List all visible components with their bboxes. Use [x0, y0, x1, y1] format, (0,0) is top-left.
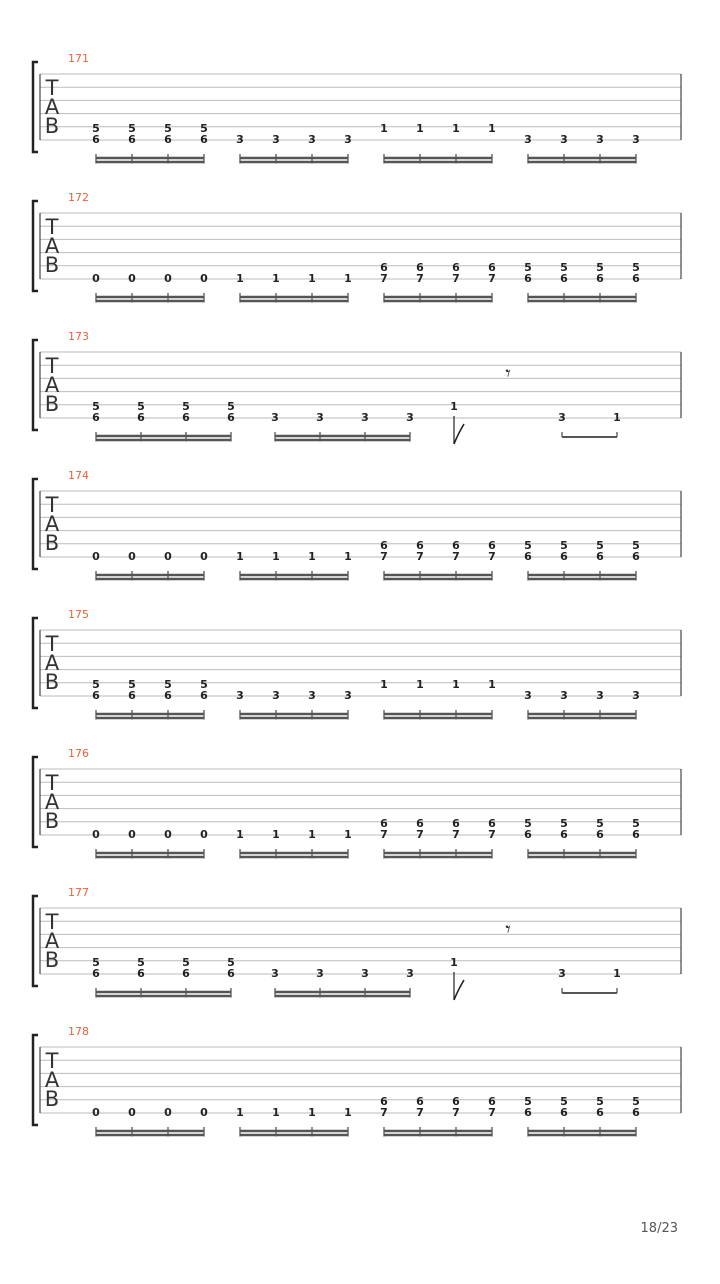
fret-number: 1: [308, 550, 316, 563]
fret-number: 1: [344, 272, 352, 285]
fret-number: 5: [92, 400, 100, 413]
fret-number: 1: [416, 678, 424, 691]
fret-number: 1: [450, 400, 458, 413]
fret-number: 5: [596, 817, 604, 830]
fret-number: 6: [488, 261, 496, 274]
fret-number: 7: [452, 550, 460, 563]
fret-number: 1: [272, 272, 280, 285]
fret-number: 5: [524, 261, 532, 274]
fret-number: 6: [416, 817, 424, 830]
fret-number: 1: [613, 967, 621, 980]
fret-number: 6: [560, 828, 568, 841]
tab-clef-a: A: [44, 373, 60, 397]
fret-number: 3: [632, 133, 640, 146]
tab-clef-t: T: [45, 910, 59, 934]
tab-clef-t: T: [45, 771, 59, 795]
fret-number: 6: [128, 689, 136, 702]
fret-number: 5: [560, 817, 568, 830]
fret-number: 6: [227, 967, 235, 980]
fret-number: 1: [236, 272, 244, 285]
fret-number: 6: [560, 272, 568, 285]
fret-number: 6: [128, 133, 136, 146]
fret-number: 5: [560, 539, 568, 552]
fret-number: 6: [380, 539, 388, 552]
measure-number: 176: [68, 747, 89, 760]
fret-number: 6: [596, 1106, 604, 1119]
tab-clef-b: B: [44, 1087, 60, 1111]
fret-number: 5: [92, 122, 100, 135]
fret-number: 6: [524, 272, 532, 285]
fret-number: 1: [344, 1106, 352, 1119]
system-bracket: [33, 757, 38, 847]
fret-number: 5: [128, 678, 136, 691]
fret-number: 5: [227, 956, 235, 969]
fret-number: 6: [416, 261, 424, 274]
fret-number: 6: [488, 539, 496, 552]
fret-number: 3: [632, 689, 640, 702]
fret-number: 5: [560, 261, 568, 274]
fret-number: 6: [416, 539, 424, 552]
fret-number: 5: [92, 678, 100, 691]
tab-clef-a: A: [44, 651, 60, 675]
fret-number: 1: [416, 122, 424, 135]
fret-number: 6: [452, 1095, 460, 1108]
note-flag: [454, 980, 464, 1000]
fret-number: 7: [416, 828, 424, 841]
fret-number: 3: [344, 133, 352, 146]
fret-number: 1: [344, 550, 352, 563]
fret-number: 0: [128, 1106, 136, 1119]
tab-clef-b: B: [44, 809, 60, 833]
fret-number: 1: [344, 828, 352, 841]
fret-number: 6: [137, 967, 145, 980]
fret-number: 5: [182, 400, 190, 413]
fret-number: 6: [452, 261, 460, 274]
fret-number: 6: [632, 828, 640, 841]
fret-number: 0: [200, 550, 208, 563]
fret-number: 0: [92, 828, 100, 841]
fret-number: 5: [128, 122, 136, 135]
fret-number: 3: [361, 967, 369, 980]
fret-number: 6: [182, 411, 190, 424]
tab-clef-t: T: [45, 354, 59, 378]
fret-number: 6: [452, 817, 460, 830]
fret-number: 6: [137, 411, 145, 424]
fret-number: 6: [596, 550, 604, 563]
fret-number: 3: [344, 689, 352, 702]
eighth-rest: 𝄾: [505, 361, 511, 385]
fret-number: 5: [596, 539, 604, 552]
fret-number: 5: [227, 400, 235, 413]
fret-number: 7: [488, 272, 496, 285]
fret-number: 5: [92, 956, 100, 969]
fret-number: 3: [272, 133, 280, 146]
fret-number: 6: [632, 272, 640, 285]
fret-number: 0: [128, 550, 136, 563]
note-flag: [454, 424, 464, 444]
fret-number: 3: [558, 411, 566, 424]
fret-number: 1: [488, 122, 496, 135]
tab-clef-t: T: [45, 76, 59, 100]
fret-number: 5: [632, 539, 640, 552]
tab-clef-t: T: [45, 632, 59, 656]
fret-number: 1: [272, 550, 280, 563]
fret-number: 7: [488, 1106, 496, 1119]
fret-number: 3: [308, 133, 316, 146]
fret-number: 5: [524, 817, 532, 830]
fret-number: 6: [182, 967, 190, 980]
system-bracket: [33, 340, 38, 430]
system-bracket: [33, 896, 38, 986]
fret-number: 7: [416, 1106, 424, 1119]
fret-number: 1: [236, 1106, 244, 1119]
fret-number: 3: [524, 133, 532, 146]
system-bracket: [33, 618, 38, 708]
fret-number: 1: [308, 1106, 316, 1119]
fret-number: 7: [380, 1106, 388, 1119]
fret-number: 7: [380, 828, 388, 841]
fret-number: 5: [164, 122, 172, 135]
fret-number: 1: [452, 678, 460, 691]
fret-number: 0: [164, 828, 172, 841]
fret-number: 6: [596, 828, 604, 841]
fret-number: 5: [524, 539, 532, 552]
fret-number: 6: [452, 539, 460, 552]
fret-number: 1: [380, 678, 388, 691]
fret-number: 6: [164, 133, 172, 146]
fret-number: 6: [560, 1106, 568, 1119]
fret-number: 6: [92, 133, 100, 146]
tab-system: [33, 747, 681, 859]
fret-number: 3: [560, 133, 568, 146]
fret-number: 5: [137, 400, 145, 413]
fret-number: 0: [164, 272, 172, 285]
fret-number: 1: [613, 411, 621, 424]
system-bracket: [33, 479, 38, 569]
fret-number: 1: [488, 678, 496, 691]
fret-number: 3: [406, 411, 414, 424]
fret-number: 5: [560, 1095, 568, 1108]
fret-number: 7: [452, 272, 460, 285]
fret-number: 1: [380, 122, 388, 135]
measure-number: 177: [68, 886, 89, 899]
tab-clef-t: T: [45, 1049, 59, 1073]
fret-number: 5: [596, 1095, 604, 1108]
tab-clef-b: B: [44, 114, 60, 138]
tab-system: [33, 191, 681, 303]
fret-number: 0: [200, 828, 208, 841]
fret-number: 6: [524, 828, 532, 841]
tab-clef-b: B: [44, 253, 60, 277]
fret-number: 3: [272, 689, 280, 702]
fret-number: 3: [271, 967, 279, 980]
fret-number: 3: [524, 689, 532, 702]
fret-number: 1: [272, 1106, 280, 1119]
fret-number: 1: [308, 272, 316, 285]
fret-number: 6: [92, 967, 100, 980]
fret-number: 3: [308, 689, 316, 702]
fret-number: 1: [450, 956, 458, 969]
tab-clef-a: A: [44, 790, 60, 814]
tab-clef-a: A: [44, 95, 60, 119]
fret-number: 3: [271, 411, 279, 424]
fret-number: 7: [380, 550, 388, 563]
fret-number: 6: [164, 689, 172, 702]
fret-number: 7: [488, 828, 496, 841]
tab-system: [33, 1025, 681, 1137]
fret-number: 6: [200, 133, 208, 146]
fret-number: 7: [416, 550, 424, 563]
tab-system: [33, 608, 681, 720]
tab-clef-b: B: [44, 392, 60, 416]
tab-system: [33, 469, 681, 581]
fret-number: 6: [92, 689, 100, 702]
fret-number: 3: [236, 133, 244, 146]
fret-number: 0: [92, 1106, 100, 1119]
fret-number: 3: [596, 133, 604, 146]
fret-number: 3: [406, 967, 414, 980]
fret-number: 6: [596, 272, 604, 285]
measure-number: 175: [68, 608, 89, 621]
fret-number: 3: [316, 411, 324, 424]
fret-number: 3: [316, 967, 324, 980]
fret-number: 5: [632, 817, 640, 830]
tab-clef-a: A: [44, 929, 60, 953]
fret-number: 3: [558, 967, 566, 980]
fret-number: 6: [380, 261, 388, 274]
system-bracket: [33, 62, 38, 152]
fret-number: 1: [272, 828, 280, 841]
fret-number: 7: [452, 828, 460, 841]
fret-number: 0: [92, 272, 100, 285]
fret-number: 5: [137, 956, 145, 969]
tab-system: [33, 330, 681, 444]
fret-number: 7: [416, 272, 424, 285]
tab-clef-b: B: [44, 948, 60, 972]
fret-number: 5: [200, 122, 208, 135]
tab-clef-b: B: [44, 670, 60, 694]
fret-number: 6: [380, 817, 388, 830]
fret-number: 3: [361, 411, 369, 424]
fret-number: 0: [164, 550, 172, 563]
fret-number: 1: [308, 828, 316, 841]
fret-number: 5: [632, 261, 640, 274]
fret-number: 3: [596, 689, 604, 702]
measure-number: 171: [68, 52, 89, 65]
fret-number: 1: [236, 550, 244, 563]
tab-clef-a: A: [44, 512, 60, 536]
tab-clef-a: A: [44, 1068, 60, 1092]
fret-number: 6: [380, 1095, 388, 1108]
measure-number: 172: [68, 191, 89, 204]
fret-number: 5: [164, 678, 172, 691]
fret-number: 7: [380, 272, 388, 285]
fret-number: 5: [182, 956, 190, 969]
tab-clef-t: T: [45, 493, 59, 517]
tab-clef-b: B: [44, 531, 60, 555]
tab-system: [33, 886, 681, 1000]
fret-number: 0: [164, 1106, 172, 1119]
fret-number: 6: [227, 411, 235, 424]
fret-number: 5: [200, 678, 208, 691]
fret-number: 5: [632, 1095, 640, 1108]
page-number: 18/23: [640, 1221, 678, 1236]
fret-number: 6: [416, 1095, 424, 1108]
tab-clef-a: A: [44, 234, 60, 258]
eighth-rest: 𝄾: [505, 917, 511, 941]
fret-number: 1: [236, 828, 244, 841]
measure-number: 178: [68, 1025, 89, 1038]
fret-number: 5: [524, 1095, 532, 1108]
system-bracket: [33, 1035, 38, 1125]
fret-number: 0: [128, 272, 136, 285]
fret-number: 6: [632, 1106, 640, 1119]
fret-number: 6: [524, 1106, 532, 1119]
fret-number: 5: [596, 261, 604, 274]
fret-number: 0: [128, 828, 136, 841]
tab-clef-t: T: [45, 215, 59, 239]
fret-number: 7: [488, 550, 496, 563]
tab-system: [33, 52, 681, 164]
fret-number: 0: [200, 272, 208, 285]
system-bracket: [33, 201, 38, 291]
fret-number: 3: [560, 689, 568, 702]
fret-number: 6: [200, 689, 208, 702]
fret-number: 6: [524, 550, 532, 563]
measure-number: 173: [68, 330, 89, 343]
fret-number: 6: [488, 1095, 496, 1108]
fret-number: 7: [452, 1106, 460, 1119]
fret-number: 0: [92, 550, 100, 563]
fret-number: 6: [92, 411, 100, 424]
fret-number: 6: [560, 550, 568, 563]
fret-number: 0: [200, 1106, 208, 1119]
fret-number: 1: [452, 122, 460, 135]
fret-number: 3: [236, 689, 244, 702]
fret-number: 6: [632, 550, 640, 563]
fret-number: 6: [488, 817, 496, 830]
measure-number: 174: [68, 469, 89, 482]
